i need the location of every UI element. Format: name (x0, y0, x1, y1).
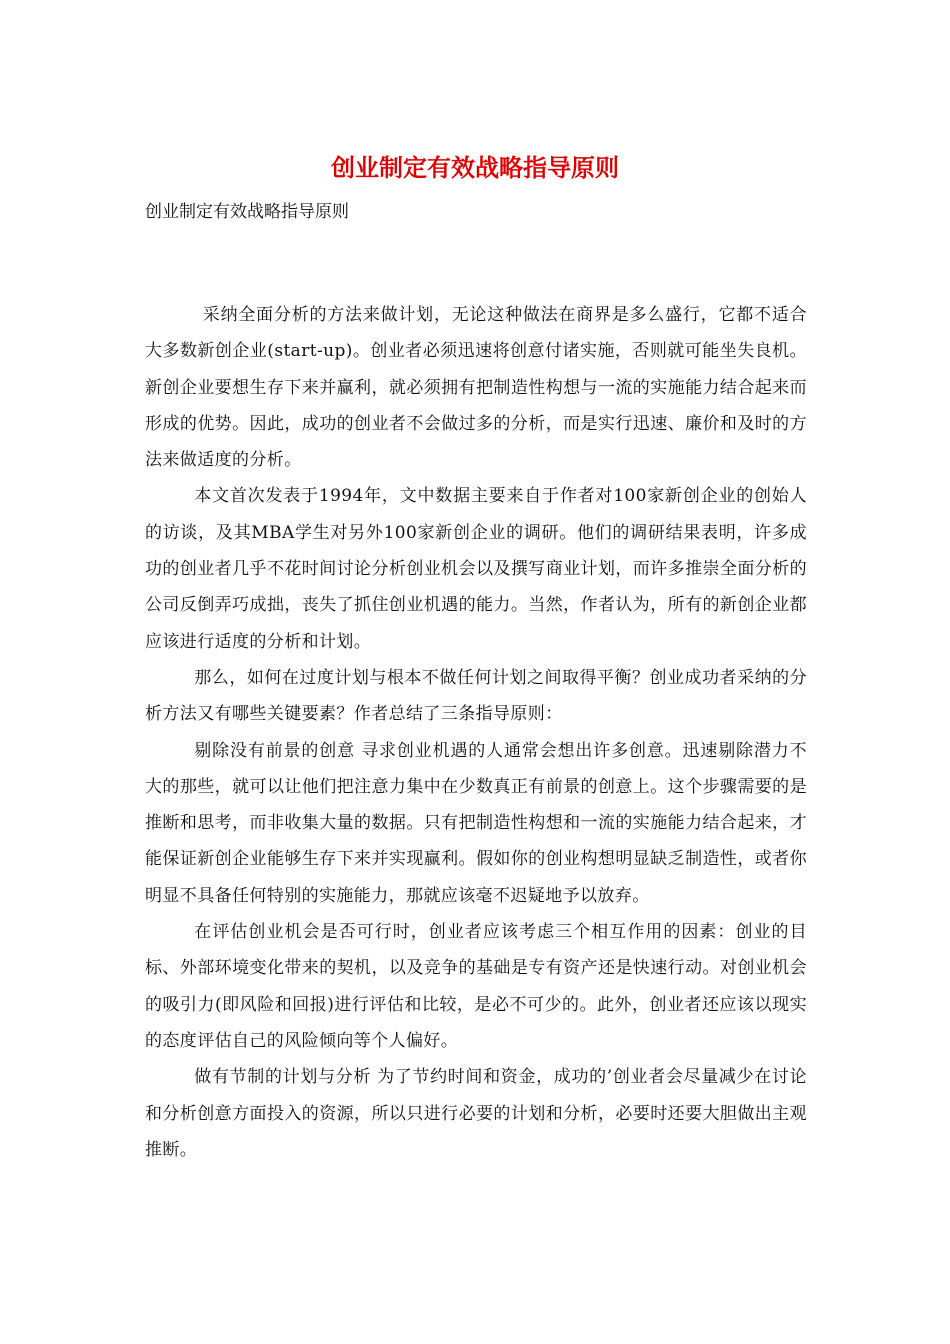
body-paragraph: 剔除没有前景的创意 寻求创业机遇的人通常会想出许多创意。迅速剔除潜力不大的那些，就可以让他们把注意力集中在少数真正有前景的创意上。这个步骤需要的是推断和思考，而非收集大量的数据。只有把制造性构想和一流的实施能力结合起来，才能保证新创企业能够生存下来并实现赢利。假如你的创业构想明显缺乏制造性，或者你明显不具备任何特别的实施能力，那就应该毫不迟疑地予以放弃。 (145, 740, 807, 906)
body-paragraph: 采纳全面分析的方法来做计划，无论这种做法在商界是多么盛行，它都不适合大多数新创企业(start-up)。创业者必须迅速将创意付诸实施，否则就可能坐失良机。新创企业要想生存下来并赢利，就必须拥有把制造性构想与一流的实施能力结合起来而形成的优势。因此，成功的创业者不会做过多的分析，而是实行迅速、廉价和及时的方法来做适度的分析。 (145, 305, 807, 471)
document-title: 创业制定有效战略指导原则 (331, 153, 619, 182)
body-paragraph: 那么，如何在过度计划与根本不做任何计划之间取得平衡？创业成功者采纳的分析方法又有哪些关键要素？作者总结了三条指导原则： (145, 667, 807, 725)
document-body (145, 297, 807, 1168)
body-paragraph: 本文首次发表于1994年，文中数据主要来自于作者对100家新创企业的创始人的访谈，及其MBA学生对另外100家新创企业的调研。他们的调研结果表明，许多成功的创业者几乎不花时间讨论分析创业机会以及撰写商业计划，而许多推崇全面分析的公司反倒弄巧成拙，丧失了抓住创业机遇的能力。当然，作者认为，所有的新创企业都应该进行适度的分析和计划。 (145, 486, 807, 652)
document-subtitle: 创业制定有效战略指导原则 (145, 202, 349, 222)
body-paragraph: 在评估创业机会是否可行时，创业者应该考虑三个相互作用的因素：创业的目标、外部环境变化带来的契机，以及竞争的基础是专有资产还是快速行动。对创业机会的吸引力(即风险和回报)进行评估和比较，是必不可少的。此外，创业者还应该以现实的态度评估自己的风险倾向等个人偏好。 (145, 922, 807, 1051)
body-paragraph: 做有节制的计划与分析 为了节约时间和资金，成功的’创业者会尽量减少在讨论和分析创意方面投入的资源，所以只进行必要的计划和分析，必要时还要大胆做出主观推断。 (145, 1067, 807, 1160)
